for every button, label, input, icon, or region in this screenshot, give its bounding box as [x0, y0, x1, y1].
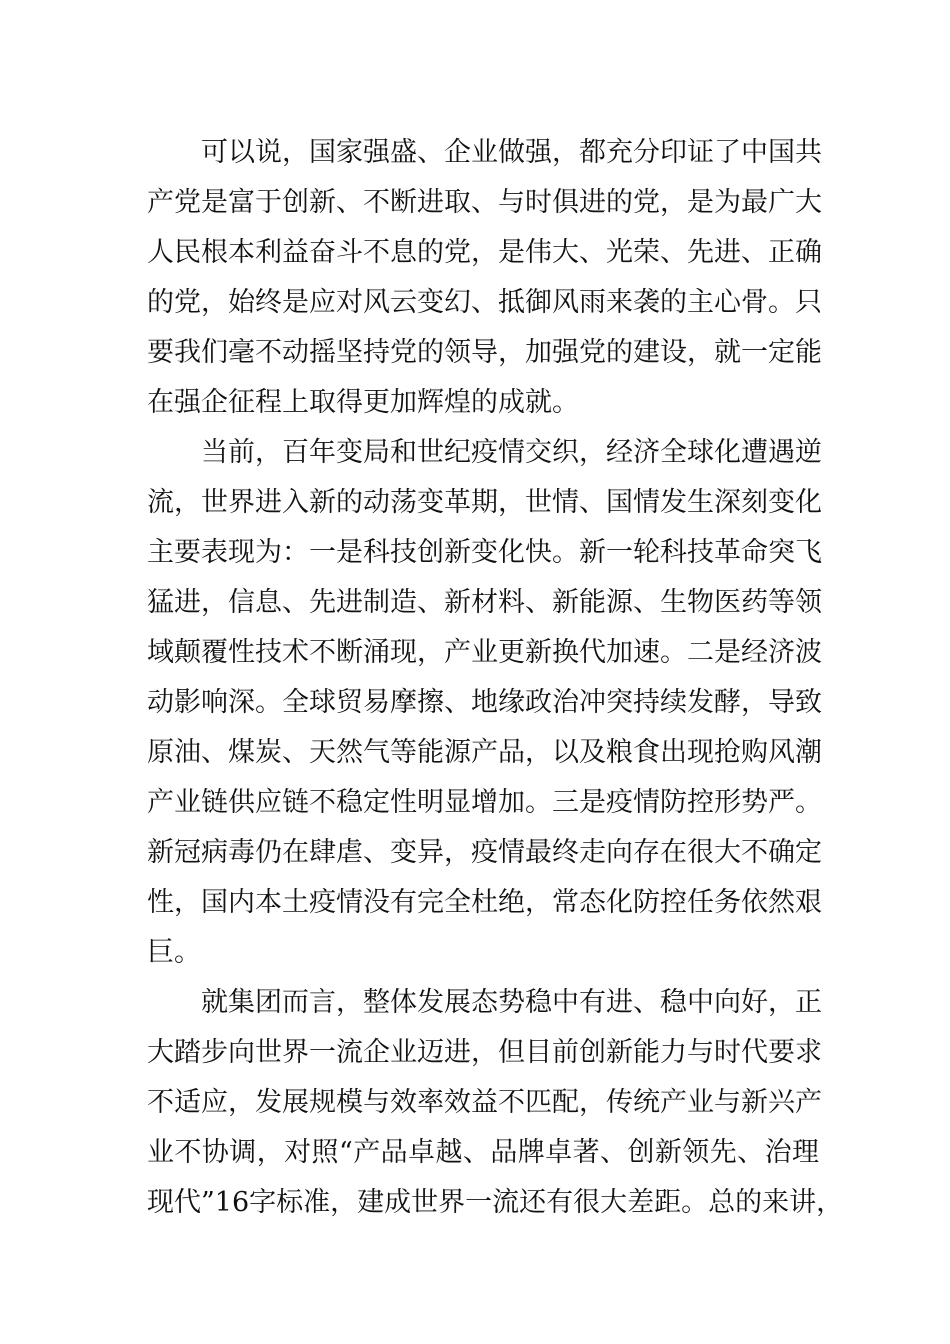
text-line: 的党，始终是应对风云变幻、抵御风雨来袭的主心骨。只 [147, 287, 822, 318]
text-line: 在强企征程上取得更加辉煌的成就。 [147, 387, 579, 418]
paragraph-1 [147, 128, 822, 428]
text-line: 主要表现为：一是科技创新变化快。新一轮科技革命突飞 [147, 537, 822, 568]
document-body [147, 128, 844, 1228]
text-line: 业不协调，对照“产品卓越、品牌卓著、创新领先、治理 [147, 1137, 819, 1168]
text-line: 性，国内本土疫情没有完全杜绝，常态化防控任务依然艰 [147, 887, 822, 918]
text-line: 就集团而言，整体发展态势稳中有进、稳中向好，正 [201, 987, 822, 1018]
text-line: 原油、煤炭、天然气等能源产品，以及粮食出现抢购风潮 [147, 737, 822, 768]
text-line: 产党是富于创新、不断进取、与时俱进的党，是为最广大 [147, 187, 822, 218]
paragraph-3 [147, 978, 844, 1228]
text-line: 流，世界进入新的动荡变革期，世情、国情发生深刻变化 [147, 487, 822, 518]
paragraph-2 [147, 428, 822, 978]
text-line: 大踏步向世界一流企业迈进，但目前创新能力与时代要求 [147, 1037, 822, 1068]
text-line: 人民根本利益奋斗不息的党，是伟大、光荣、先进、正确 [147, 237, 822, 268]
text-line: 现代”16字标准，建成世界一流还有很大差距。总的来讲， [147, 1187, 844, 1218]
text-line: 猛进，信息、先进制造、新材料、新能源、生物医药等领 [147, 587, 822, 618]
text-line: 不适应，发展规模与效率效益不匹配，传统产业与新兴产 [147, 1087, 822, 1118]
text-line: 要我们毫不动摇坚持党的领导，加强党的建设，就一定能 [147, 337, 822, 368]
text-line: 新冠病毒仍在肆虐、变异，疫情最终走向存在很大不确定 [147, 837, 822, 868]
text-line: 可以说，国家强盛、企业做强，都充分印证了中国共 [201, 137, 822, 168]
text-line: 产业链供应链不稳定性明显增加。三是疫情防控形势严。 [147, 787, 822, 818]
text-line: 当前，百年变局和世纪疫情交织，经济全球化遭遇逆 [201, 437, 822, 468]
text-line: 动影响深。全球贸易摩擦、地缘政治冲突持续发酵，导致 [147, 687, 822, 718]
text-line: 巨。 [147, 937, 201, 968]
text-line: 域颠覆性技术不断涌现，产业更新换代加速。二是经济波 [147, 637, 822, 668]
